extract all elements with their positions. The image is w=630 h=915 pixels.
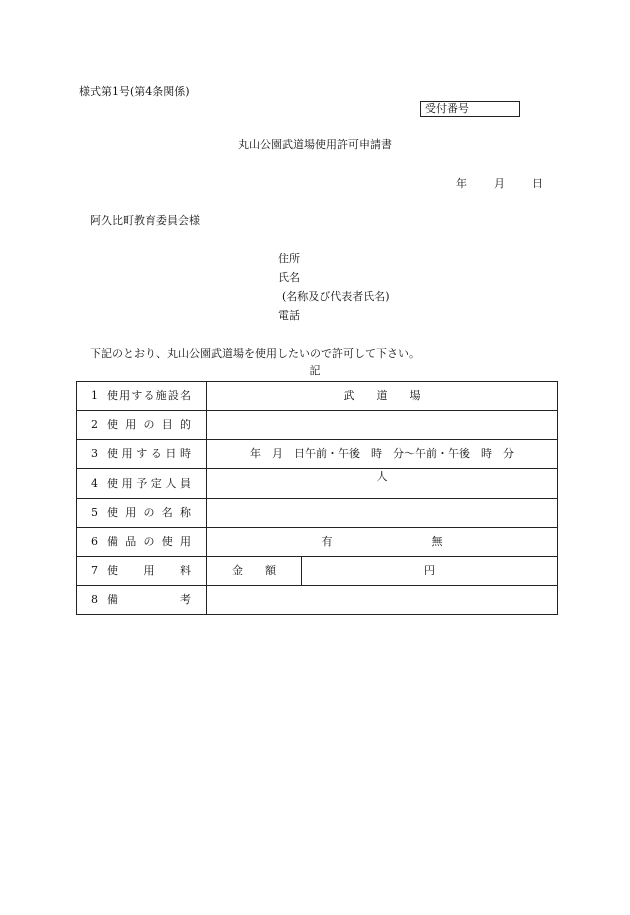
receipt-number-label: 受付番号: [425, 102, 469, 115]
addressee: 阿久比町教育委員会様: [90, 214, 200, 227]
document-title: 丸山公園武道場使用許可申請書: [238, 138, 392, 151]
table-row: [77, 586, 558, 615]
date-line: [456, 177, 543, 191]
table-row: [77, 411, 558, 440]
fee-amount-field[interactable]: 円: [302, 557, 558, 586]
table-row: [77, 382, 558, 411]
equipment-use-field[interactable]: 有 無: [207, 528, 558, 557]
remarks-field[interactable]: [207, 586, 558, 615]
row5-label: 5 使 用 の 名 称: [77, 499, 207, 528]
facility-name-value: 武 道 場: [207, 382, 558, 411]
form-number: 様式第1号(第4条関係): [79, 85, 190, 98]
datetime-field[interactable]: 年 月 日午前・午後 時 分〜午前・午後 時 分: [207, 440, 558, 469]
usage-name-field[interactable]: [207, 499, 558, 528]
ki-label: 記: [309, 364, 321, 377]
amount-label: 金 額: [207, 557, 302, 586]
row6-label: 6 備 品 の 使 用: [77, 528, 207, 557]
row1-label: 1 使用する施設名: [77, 382, 207, 411]
row4-label: 4 使用予定人員: [77, 469, 207, 499]
applicant-block: [278, 252, 390, 328]
application-form-table: [76, 381, 558, 615]
row3-label: 3 使用する日時: [77, 440, 207, 469]
intro-text: 下記のとおり、丸山公園武道場を使用したいので許可して下さい。: [90, 347, 420, 360]
table-row: [77, 557, 558, 586]
date-month: 月: [494, 177, 505, 190]
phone-label: 電話: [278, 309, 300, 322]
name-note: (名称及び代表者氏名): [282, 290, 390, 303]
row2-label: 2 使 用 の 目 的: [77, 411, 207, 440]
attendees-field[interactable]: 人: [207, 469, 558, 499]
table-row: [77, 469, 558, 499]
receipt-number-box[interactable]: [420, 101, 520, 117]
name-label: 氏名: [278, 271, 300, 284]
table-row: [77, 528, 558, 557]
table-row: [77, 440, 558, 469]
purpose-field[interactable]: [207, 411, 558, 440]
date-day: 日: [532, 177, 543, 190]
row7-label: 7 使 用 料: [77, 557, 207, 586]
row8-label: 8 備 考: [77, 586, 207, 615]
address-label: 住所: [278, 252, 300, 265]
date-year: 年: [456, 177, 467, 190]
table-row: [77, 499, 558, 528]
